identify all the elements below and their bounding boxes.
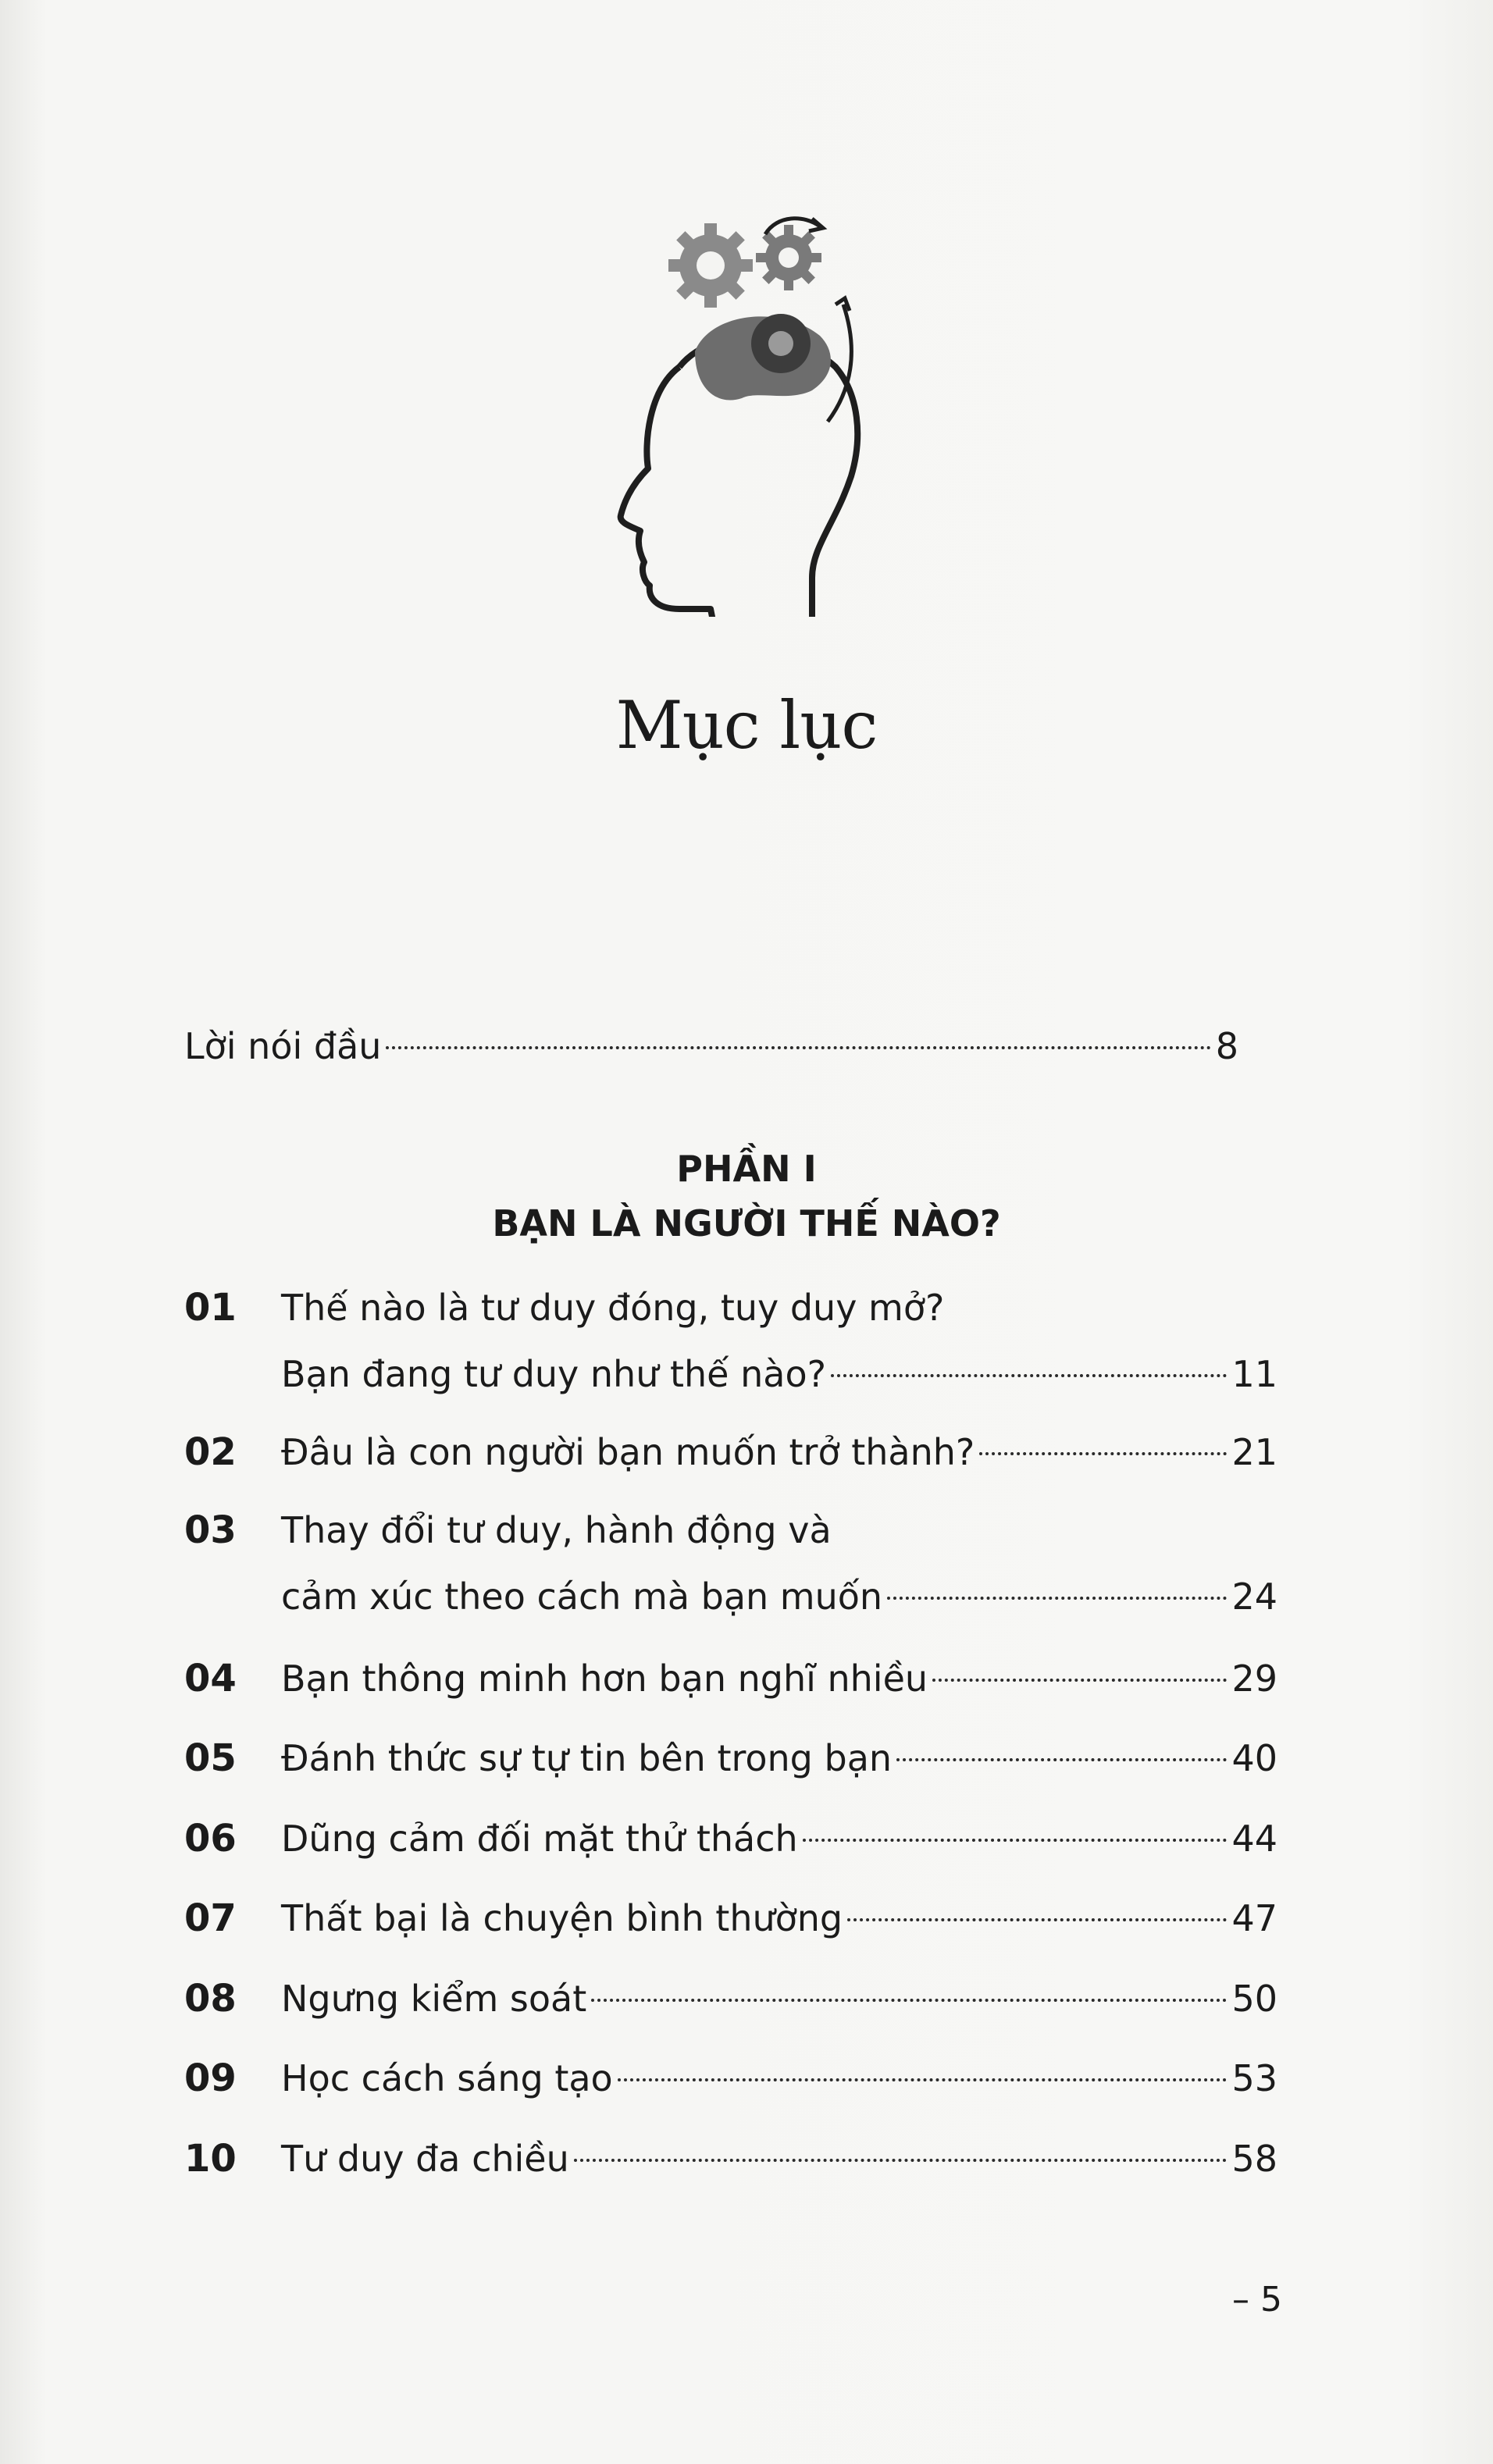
toc-entry[interactable]	[184, 1655, 1277, 1702]
toc-page-number: 8	[1215, 1025, 1238, 1067]
toc-entry-label: Lời nói đầu	[184, 1025, 382, 1067]
part-subtitle: BẠN LÀ NGƯỜI THẾ NÀO?	[492, 1202, 1001, 1244]
toc-entry-number: 02	[184, 1430, 237, 1474]
toc-entry-label: Thế nào là tư duy đóng, tuy duy mở?	[281, 1287, 945, 1329]
toc-entry-number: 07	[184, 1896, 237, 1940]
toc-entry[interactable]	[184, 1735, 1277, 1782]
toc-entry[interactable]	[184, 1975, 1277, 2022]
toc-entry[interactable]	[184, 1507, 1277, 1554]
toc-entry-label: Đâu là con người bạn muốn trở thành?	[281, 1431, 975, 1473]
toc-entry-label: Bạn đang tư duy như thế nào?	[281, 1353, 826, 1395]
toc-entry-label: Dũng cảm đối mặt thử thách	[281, 1818, 798, 1860]
toc-page-number: 29	[1231, 1658, 1277, 1700]
toc-entry-label: Học cách sáng tạo	[281, 2057, 613, 2099]
page-number-footer: – 5	[1232, 2280, 1282, 2320]
toc-entry-number: 04	[184, 1657, 237, 1700]
toc-page-number: 58	[1231, 2138, 1277, 2180]
toc-page-number: 47	[1231, 1897, 1277, 1939]
toc-entry-number: 05	[184, 1736, 237, 1780]
toc-entry[interactable]	[184, 1895, 1277, 1942]
toc-entry[interactable]	[184, 1284, 1277, 1331]
toc-entry-continuation[interactable]	[281, 1351, 1277, 1398]
toc-entry-number: 03	[184, 1508, 237, 1552]
toc-entry-preface[interactable]	[184, 1023, 1238, 1070]
dot-leader	[847, 1918, 1227, 1921]
toc-page-number: 11	[1231, 1353, 1277, 1395]
dot-leader	[386, 1046, 1210, 1049]
toc-entry-label: cảm xúc theo cách mà bạn muốn	[281, 1576, 883, 1618]
toc-page-number: 53	[1231, 2057, 1277, 2099]
head-with-gears-icon	[601, 211, 867, 617]
toc-entry-label: Thất bại là chuyện bình thường	[281, 1897, 843, 1939]
toc-page-number: 44	[1231, 1818, 1277, 1860]
part-heading: PHẦN I	[676, 1148, 817, 1190]
toc-entry[interactable]	[184, 2135, 1277, 2182]
toc-entry[interactable]	[184, 2055, 1277, 2102]
dot-leader	[887, 1597, 1227, 1600]
toc-entry-number: 01	[184, 1286, 237, 1330]
toc-page-number: 24	[1231, 1576, 1277, 1618]
toc-page-number: 40	[1231, 1737, 1277, 1779]
toc-entry[interactable]	[184, 1815, 1277, 1862]
toc-entry-label: Tư duy đa chiều	[281, 2138, 569, 2180]
page-title: Mục lục	[615, 687, 878, 764]
dot-leader	[618, 2078, 1228, 2081]
dot-leader	[803, 1839, 1228, 1842]
toc-entry-number: 09	[184, 2056, 237, 2100]
toc-entry-number: 10	[184, 2137, 237, 2181]
dot-leader	[896, 1758, 1227, 1761]
toc-entry-number: 06	[184, 1817, 237, 1860]
dot-leader	[979, 1452, 1227, 1455]
toc-entry-label: Ngưng kiểm soát	[281, 1978, 587, 2020]
toc-entry-continuation[interactable]	[281, 1573, 1277, 1620]
toc-entry-label: Bạn thông minh hơn bạn nghĩ nhiều	[281, 1658, 928, 1700]
toc-entry-label: Đánh thức sự tự tin bên trong bạn	[281, 1737, 893, 1779]
toc-entry-number: 08	[184, 1977, 237, 2021]
dot-leader	[574, 2159, 1228, 2162]
dot-leader	[932, 1679, 1227, 1682]
dot-leader	[591, 1999, 1227, 2002]
toc-entry-label: Thay đổi tư duy, hành động và	[281, 1509, 832, 1551]
dot-leader	[831, 1374, 1227, 1377]
toc-page-number: 50	[1231, 1978, 1277, 2020]
toc-entry[interactable]	[184, 1429, 1277, 1476]
toc-page-number: 21	[1231, 1431, 1277, 1473]
